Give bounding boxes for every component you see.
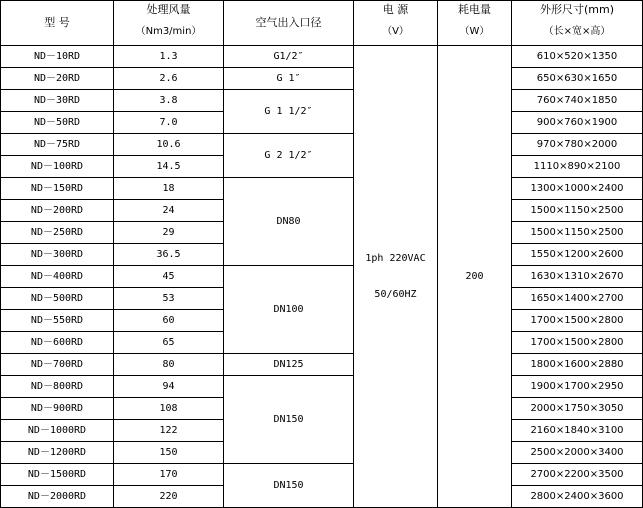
size-cell: 900×760×1900 xyxy=(512,112,643,134)
model-cell: ND－150RD xyxy=(1,178,114,200)
model-cell: ND－500RD xyxy=(1,288,114,310)
model-cell: ND－550RD xyxy=(1,310,114,332)
flow-cell: 10.6 xyxy=(114,134,224,156)
model-cell: ND－30RD xyxy=(1,90,114,112)
header-row xyxy=(1,1,643,46)
port-cell: G 2 1/2″ xyxy=(224,134,354,178)
size-cell: 1500×1150×2500 xyxy=(512,200,643,222)
header-size xyxy=(512,1,643,46)
header-flow-label: 处理风量 xyxy=(146,3,191,16)
model-cell: ND－2000RD xyxy=(1,486,114,508)
size-cell: 1110×890×2100 xyxy=(512,156,643,178)
size-cell: 1550×1200×2600 xyxy=(512,244,643,266)
model-cell: ND－700RD xyxy=(1,354,114,376)
model-cell: ND－300RD xyxy=(1,244,114,266)
flow-cell: 14.5 xyxy=(114,156,224,178)
header-size-unit: （长×宽×高） xyxy=(543,26,611,37)
flow-cell: 7.0 xyxy=(114,112,224,134)
flow-cell: 2.6 xyxy=(114,68,224,90)
header-size-label: 外形尺寸(mm) xyxy=(539,3,614,16)
size-cell: 1650×1400×2700 xyxy=(512,288,643,310)
port-cell: DN150 xyxy=(224,464,354,508)
size-cell: 650×630×1650 xyxy=(512,68,643,90)
header-consumption-unit: （W） xyxy=(459,26,490,37)
port-cell: DN150 xyxy=(224,376,354,464)
header-port: 空气出入口径 xyxy=(224,1,354,46)
flow-cell: 36.5 xyxy=(114,244,224,266)
flow-cell: 24 xyxy=(114,200,224,222)
size-cell: 1700×1500×2800 xyxy=(512,310,643,332)
model-cell: ND－75RD xyxy=(1,134,114,156)
header-flow-unit: （Nm3/min） xyxy=(135,26,202,37)
table-row xyxy=(1,134,643,156)
size-cell: 1900×1700×2950 xyxy=(512,376,643,398)
table-row xyxy=(1,46,643,68)
size-cell: 2000×1750×3050 xyxy=(512,398,643,420)
size-cell: 760×740×1850 xyxy=(512,90,643,112)
flow-cell: 60 xyxy=(114,310,224,332)
size-cell: 970×780×2000 xyxy=(512,134,643,156)
table-row xyxy=(1,68,643,90)
flow-cell: 1.3 xyxy=(114,46,224,68)
model-cell: ND－250RD xyxy=(1,222,114,244)
header-power xyxy=(354,1,438,46)
flow-cell: 122 xyxy=(114,420,224,442)
header-consumption xyxy=(438,1,512,46)
table-row xyxy=(1,354,643,376)
flow-cell: 53 xyxy=(114,288,224,310)
flow-cell: 18 xyxy=(114,178,224,200)
port-cell: DN125 xyxy=(224,354,354,376)
size-cell: 610×520×1350 xyxy=(512,46,643,68)
power-voltage: 1ph 220VAC xyxy=(365,252,426,264)
size-cell: 1500×1150×2500 xyxy=(512,222,643,244)
flow-cell: 150 xyxy=(114,442,224,464)
flow-cell: 3.8 xyxy=(114,90,224,112)
size-cell: 1800×1600×2880 xyxy=(512,354,643,376)
size-cell: 2700×2200×3500 xyxy=(512,464,643,486)
flow-cell: 108 xyxy=(114,398,224,420)
size-cell: 1300×1000×2400 xyxy=(512,178,643,200)
model-cell: ND－50RD xyxy=(1,112,114,134)
model-cell: ND－600RD xyxy=(1,332,114,354)
model-cell: ND－1200RD xyxy=(1,442,114,464)
port-cell: G1/2″ xyxy=(224,46,354,68)
flow-cell: 220 xyxy=(114,486,224,508)
flow-cell: 45 xyxy=(114,266,224,288)
consumption-cell: 200 xyxy=(438,46,512,508)
model-cell: ND－10RD xyxy=(1,46,114,68)
port-cell: G 1″ xyxy=(224,68,354,90)
port-cell: G 1 1/2″ xyxy=(224,90,354,134)
power-cell xyxy=(354,46,438,508)
header-power-label: 电 源 xyxy=(382,3,409,16)
model-cell: ND－900RD xyxy=(1,398,114,420)
size-cell: 2160×1840×3100 xyxy=(512,420,643,442)
flow-cell: 94 xyxy=(114,376,224,398)
header-consumption-label: 耗电量 xyxy=(458,3,491,16)
port-cell: DN100 xyxy=(224,266,354,354)
model-cell: ND－1000RD xyxy=(1,420,114,442)
size-cell: 2800×2400×3600 xyxy=(512,486,643,508)
model-cell: ND－800RD xyxy=(1,376,114,398)
model-cell: ND－1500RD xyxy=(1,464,114,486)
flow-cell: 170 xyxy=(114,464,224,486)
table-row xyxy=(1,178,643,200)
header-flow xyxy=(114,1,224,46)
header-power-unit: （V） xyxy=(382,26,409,37)
power-frequency: 50/60HZ xyxy=(374,288,417,300)
table-row xyxy=(1,90,643,112)
model-cell: ND－400RD xyxy=(1,266,114,288)
port-cell: DN80 xyxy=(224,178,354,266)
size-cell: 1630×1310×2670 xyxy=(512,266,643,288)
table-row xyxy=(1,376,643,398)
header-model: 型 号 xyxy=(1,1,114,46)
flow-cell: 29 xyxy=(114,222,224,244)
model-cell: ND－100RD xyxy=(1,156,114,178)
table-row xyxy=(1,464,643,486)
flow-cell: 80 xyxy=(114,354,224,376)
table-row xyxy=(1,266,643,288)
size-cell: 2500×2000×3400 xyxy=(512,442,643,464)
model-cell: ND－200RD xyxy=(1,200,114,222)
size-cell: 1700×1500×2800 xyxy=(512,332,643,354)
model-cell: ND－20RD xyxy=(1,68,114,90)
flow-cell: 65 xyxy=(114,332,224,354)
